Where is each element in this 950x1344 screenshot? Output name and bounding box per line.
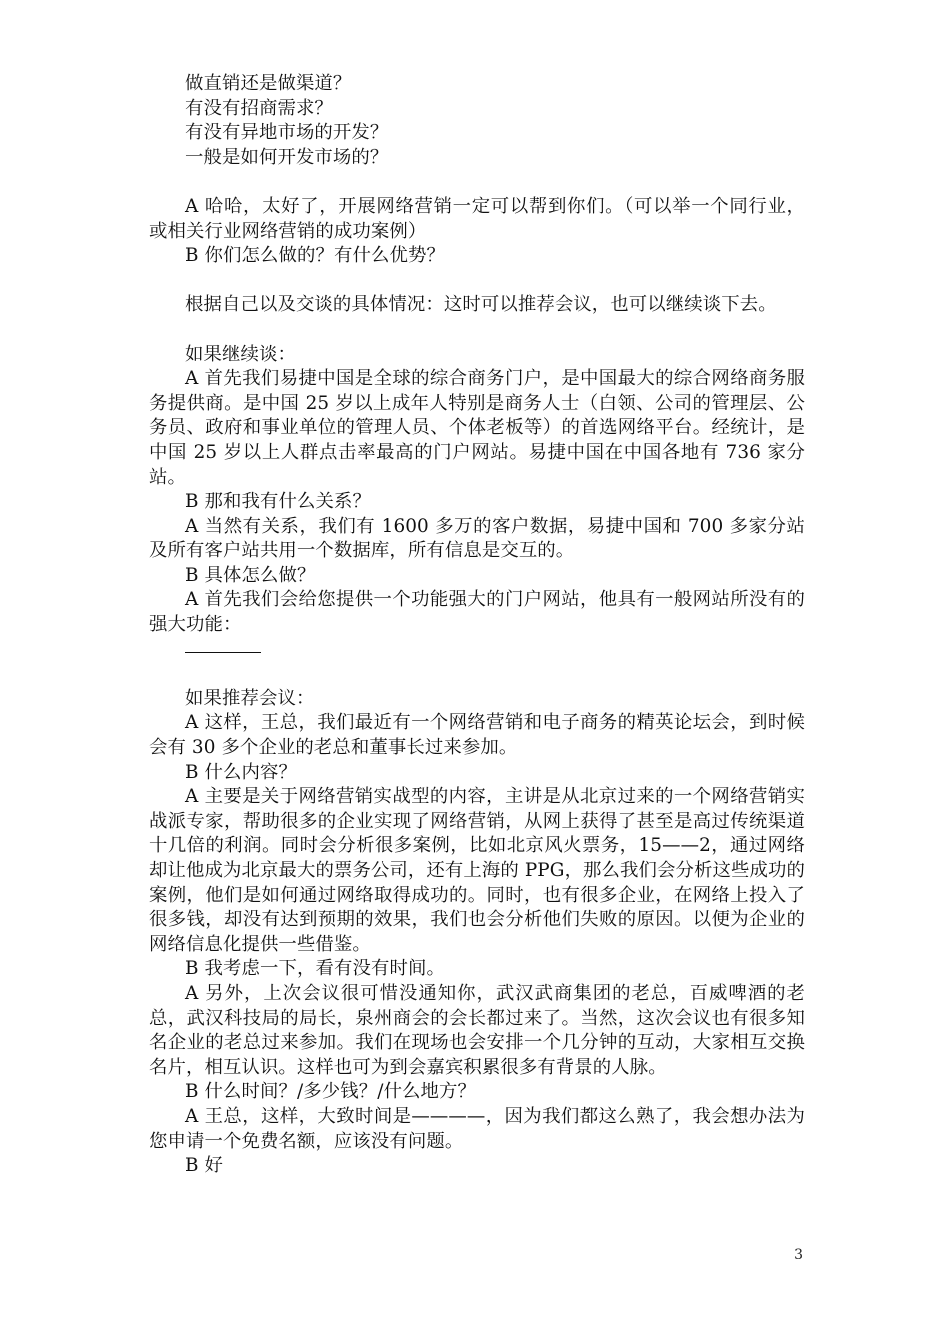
paragraph: 做直销还是做渠道？ [185,73,352,94]
paragraph: B 那和我有什么关系？ [185,491,371,513]
paragraph: B 什么内容？ [185,761,298,783]
document-body [149,72,805,1179]
blank-line [149,662,805,687]
paragraph: A 王总，这样，大致时间是————，因为我们都这么熟了，我会想办法为您申请一个免费名额，应该没有问题。 [149,1105,805,1152]
paragraph: B 好 [185,1155,224,1177]
paragraph: 有没有招商需求？ [185,97,333,119]
paragraph: A 这样，王总，我们最近有一个网络营销和电子商务的精英论坛会，到时候会有 30 多个企业的老总和董事长过来参加。 [149,712,805,759]
paragraph: B 具体怎么做？ [185,564,316,586]
paragraph: A 首先我们易捷中国是全球的综合商务门户，是中国最大的综合网络商务服务提供商。是中国 25 岁以上成年人特别是商务人士（白领、公司的管理层、公务员、政府和事业单位的管理人员、个体老板等）的首选网络平台。经统计，是中国 25 岁以上人群点击率最高的门户网站。易捷中国在中国各地有 736 家分站。 [149,368,805,488]
paragraph: 根据自己以及交谈的具体情况：这时可以推荐会议，也可以继续谈下去。 [185,294,777,316]
paragraph: A 首先我们会给您提供一个功能强大的门户网站，他具有一般网站所没有的强大功能： [149,589,805,636]
paragraph: B 你们怎么做的？有什么优势？ [185,245,445,267]
paragraph: 有没有异地市场的开发？ [185,122,389,144]
paragraph: A 哈哈，太好了，开展网络营销一定可以帮到你们。（可以举一个同行业，或相关行业网络营销的成功案例） [149,195,805,242]
paragraph: A 主要是关于网络营销实战型的内容，主讲是从北京过来的一个网络营销实战派专家，帮助很多的企业实现了网络营销，从网上获得了甚至是高过传统渠道十几倍的利润。同时会分析很多案例，比如北京风火票务，15——2，通过网络却让他成为北京最大的票务公司，还有上海的 PPG，那么我们会分析这些成功的案例，他们是如何通过网络取得成功的。同时，也有很多企业，在网络上投入了很多钱，却没有达到预期的效果，我们也会分析他们失败的原因。以便为企业的网络信息化提供一些借鉴。 [149,786,805,955]
paragraph: A 另外，上次会议很可惜没通知你，武汉武商集团的老总，百威啤酒的老总，武汉科技局的局长，泉州商会的会长都过来了。当然，这次会议也有很多知名企业的老总过来参加。我们在现场也会安排一个几分钟的互动，大家相互交换名片，相互认识。这样也可为到会嘉宾积累很多有背景的人脉。 [149,982,805,1078]
page-number: 3 [794,1247,803,1263]
blank-line [149,269,805,294]
section-heading: 如果继续谈： [185,343,296,365]
horizontal-rule [185,638,261,663]
blank-line [149,170,805,195]
paragraph: B 什么时间？/多少钱？/什么地方？ [185,1081,477,1103]
section-heading: 如果推荐会议： [185,687,315,709]
paragraph: A 当然有关系，我们有 1600 多万的客户数据，易捷中国和 700 多家分站及所有客户站共用一个数据库，所有信息是交互的。 [149,515,805,562]
paragraph: 一般是如何开发市场的？ [185,146,389,168]
blank-line [149,318,805,343]
paragraph: B 我考虑一下，看有没有时间。 [185,958,445,980]
